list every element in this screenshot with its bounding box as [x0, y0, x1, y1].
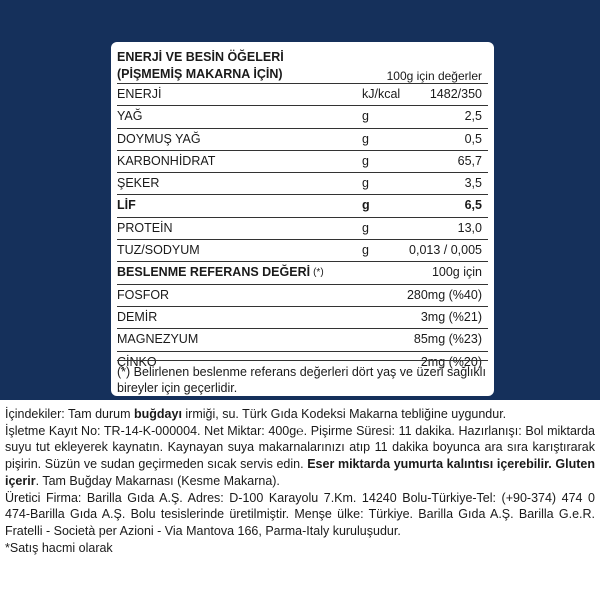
- ingredients-info: [5, 406, 595, 556]
- allergen-text: buğdayı: [134, 407, 182, 421]
- row-label: DOYMUŞ YAĞ: [117, 131, 201, 146]
- row-label: TUZ/SODYUM: [117, 243, 200, 258]
- table-rows: [117, 83, 488, 373]
- table-footnote: (*) Belirlenen beslenme referans değerleri dört yaş ve üzeri sağlıklı bireyler için geçerlidir.: [117, 360, 488, 396]
- row-unit: g: [362, 131, 369, 146]
- row-label: MAGNEZYUM: [117, 332, 199, 347]
- row-label: YAĞ: [117, 109, 143, 124]
- ingredients-paragraph: [5, 406, 595, 423]
- row-unit: g: [362, 198, 370, 213]
- row-unit: g: [362, 243, 369, 258]
- table-row: [117, 150, 488, 172]
- row-value: 13,0: [457, 220, 482, 235]
- product-name-text: . Tam Buğday Makarnası (Kesme Makarna).: [35, 473, 280, 488]
- preparation-paragraph: [5, 423, 595, 490]
- row-value: 2mg (%20): [420, 354, 482, 369]
- row-value: 0,5: [464, 131, 482, 146]
- reference-label: BESLENME REFERANS DEĞERİ: [117, 265, 311, 280]
- table-subtitle: (PİŞMEMİŞ MAKARNA İÇİN): [117, 67, 283, 81]
- allergen-warning: Eser miktarda yumurta kalıntısı içerebilir. Gluten içerir: [5, 457, 595, 488]
- row-value: 0,013 / 0,005: [409, 243, 482, 258]
- table-row: [117, 306, 488, 328]
- table-row: [117, 194, 488, 216]
- table-row: [117, 128, 488, 150]
- row-value: 65,7: [457, 153, 482, 168]
- table-row: [117, 239, 488, 261]
- table-row: [117, 105, 488, 127]
- row-value: 3mg (%21): [420, 309, 482, 324]
- row-unit: g: [362, 153, 369, 168]
- row-label: [117, 262, 324, 283]
- row-value: 1482/350: [429, 87, 482, 101]
- row-value: 3,5: [464, 176, 482, 191]
- row-label: KARBONHİDRAT: [117, 153, 216, 168]
- table-row: [117, 284, 488, 306]
- manufacturer-paragraph: Üretici Firma: Barilla Gıda A.Ş. Adres: D-100 Karayolu 7.Km. 14240 Bolu-Türkiye-Tel: (+90-374) 474 0 474-Barilla Gıda A.Ş. Bolu tesislerinde üretilmiştir. Menşe ülke: Türkiye. Barilla Gıda A.Ş. Barilla G.e.R. Fratelli - Società per Azioni - Via Mantova 166, Parma-Italy kuruluşudur.: [5, 490, 595, 538]
- reference-marker: (*): [313, 267, 324, 279]
- per-100g-header: 100g için değerler: [386, 69, 482, 83]
- table-title: ENERJİ VE BESİN ÖĞELERİ: [117, 50, 284, 64]
- table-row: [117, 217, 488, 239]
- row-value: 280mg (%40): [406, 287, 482, 302]
- row-label: LİF: [117, 198, 136, 213]
- nutrition-table: [111, 42, 494, 396]
- row-value: 85mg (%23): [413, 332, 482, 347]
- table-row: [117, 261, 488, 283]
- sales-note: *Satış hacmi olarak: [5, 540, 113, 555]
- row-label: PROTEİN: [117, 220, 173, 235]
- ingredients-text: irmiği, su. Türk Gıda Kodeksi Makarna tebliğine uygundur.: [181, 407, 507, 421]
- row-label: ENERJİ: [117, 87, 162, 101]
- row-unit: g: [362, 109, 369, 124]
- row-label: DEMİR: [117, 309, 158, 324]
- row-value: 100g için: [431, 265, 482, 280]
- table-header: [117, 47, 488, 83]
- row-label: FOSFOR: [117, 287, 170, 302]
- row-label: ÇİNKO: [117, 354, 157, 369]
- row-value: 6,5: [464, 198, 482, 213]
- ingredients-text: İçindekiler: Tam durum: [5, 407, 134, 421]
- row-unit: g: [362, 220, 369, 235]
- row-unit: g: [362, 176, 369, 191]
- preparation-text: İşletme Kayıt No: TR-14-K-000004. Net Miktar: 400g℮. Pişirme Süresi: 11 dakika. Hazırlanışı: Bol miktarda suyu tut ekleyerek kaynatın. Kaynayan suya makarnalarınızı atıp 11 dakika boyunca ara sıra karıştırarak pişirin. Süzün ve sudan geçirmeden sıcak servis edin.: [5, 423, 595, 472]
- table-row: [117, 83, 488, 105]
- row-unit: kJ/kcal: [362, 87, 401, 101]
- table-row: [117, 172, 488, 194]
- table-row: [117, 328, 488, 350]
- row-label: ŞEKER: [117, 176, 160, 191]
- row-value: 2,5: [464, 109, 482, 124]
